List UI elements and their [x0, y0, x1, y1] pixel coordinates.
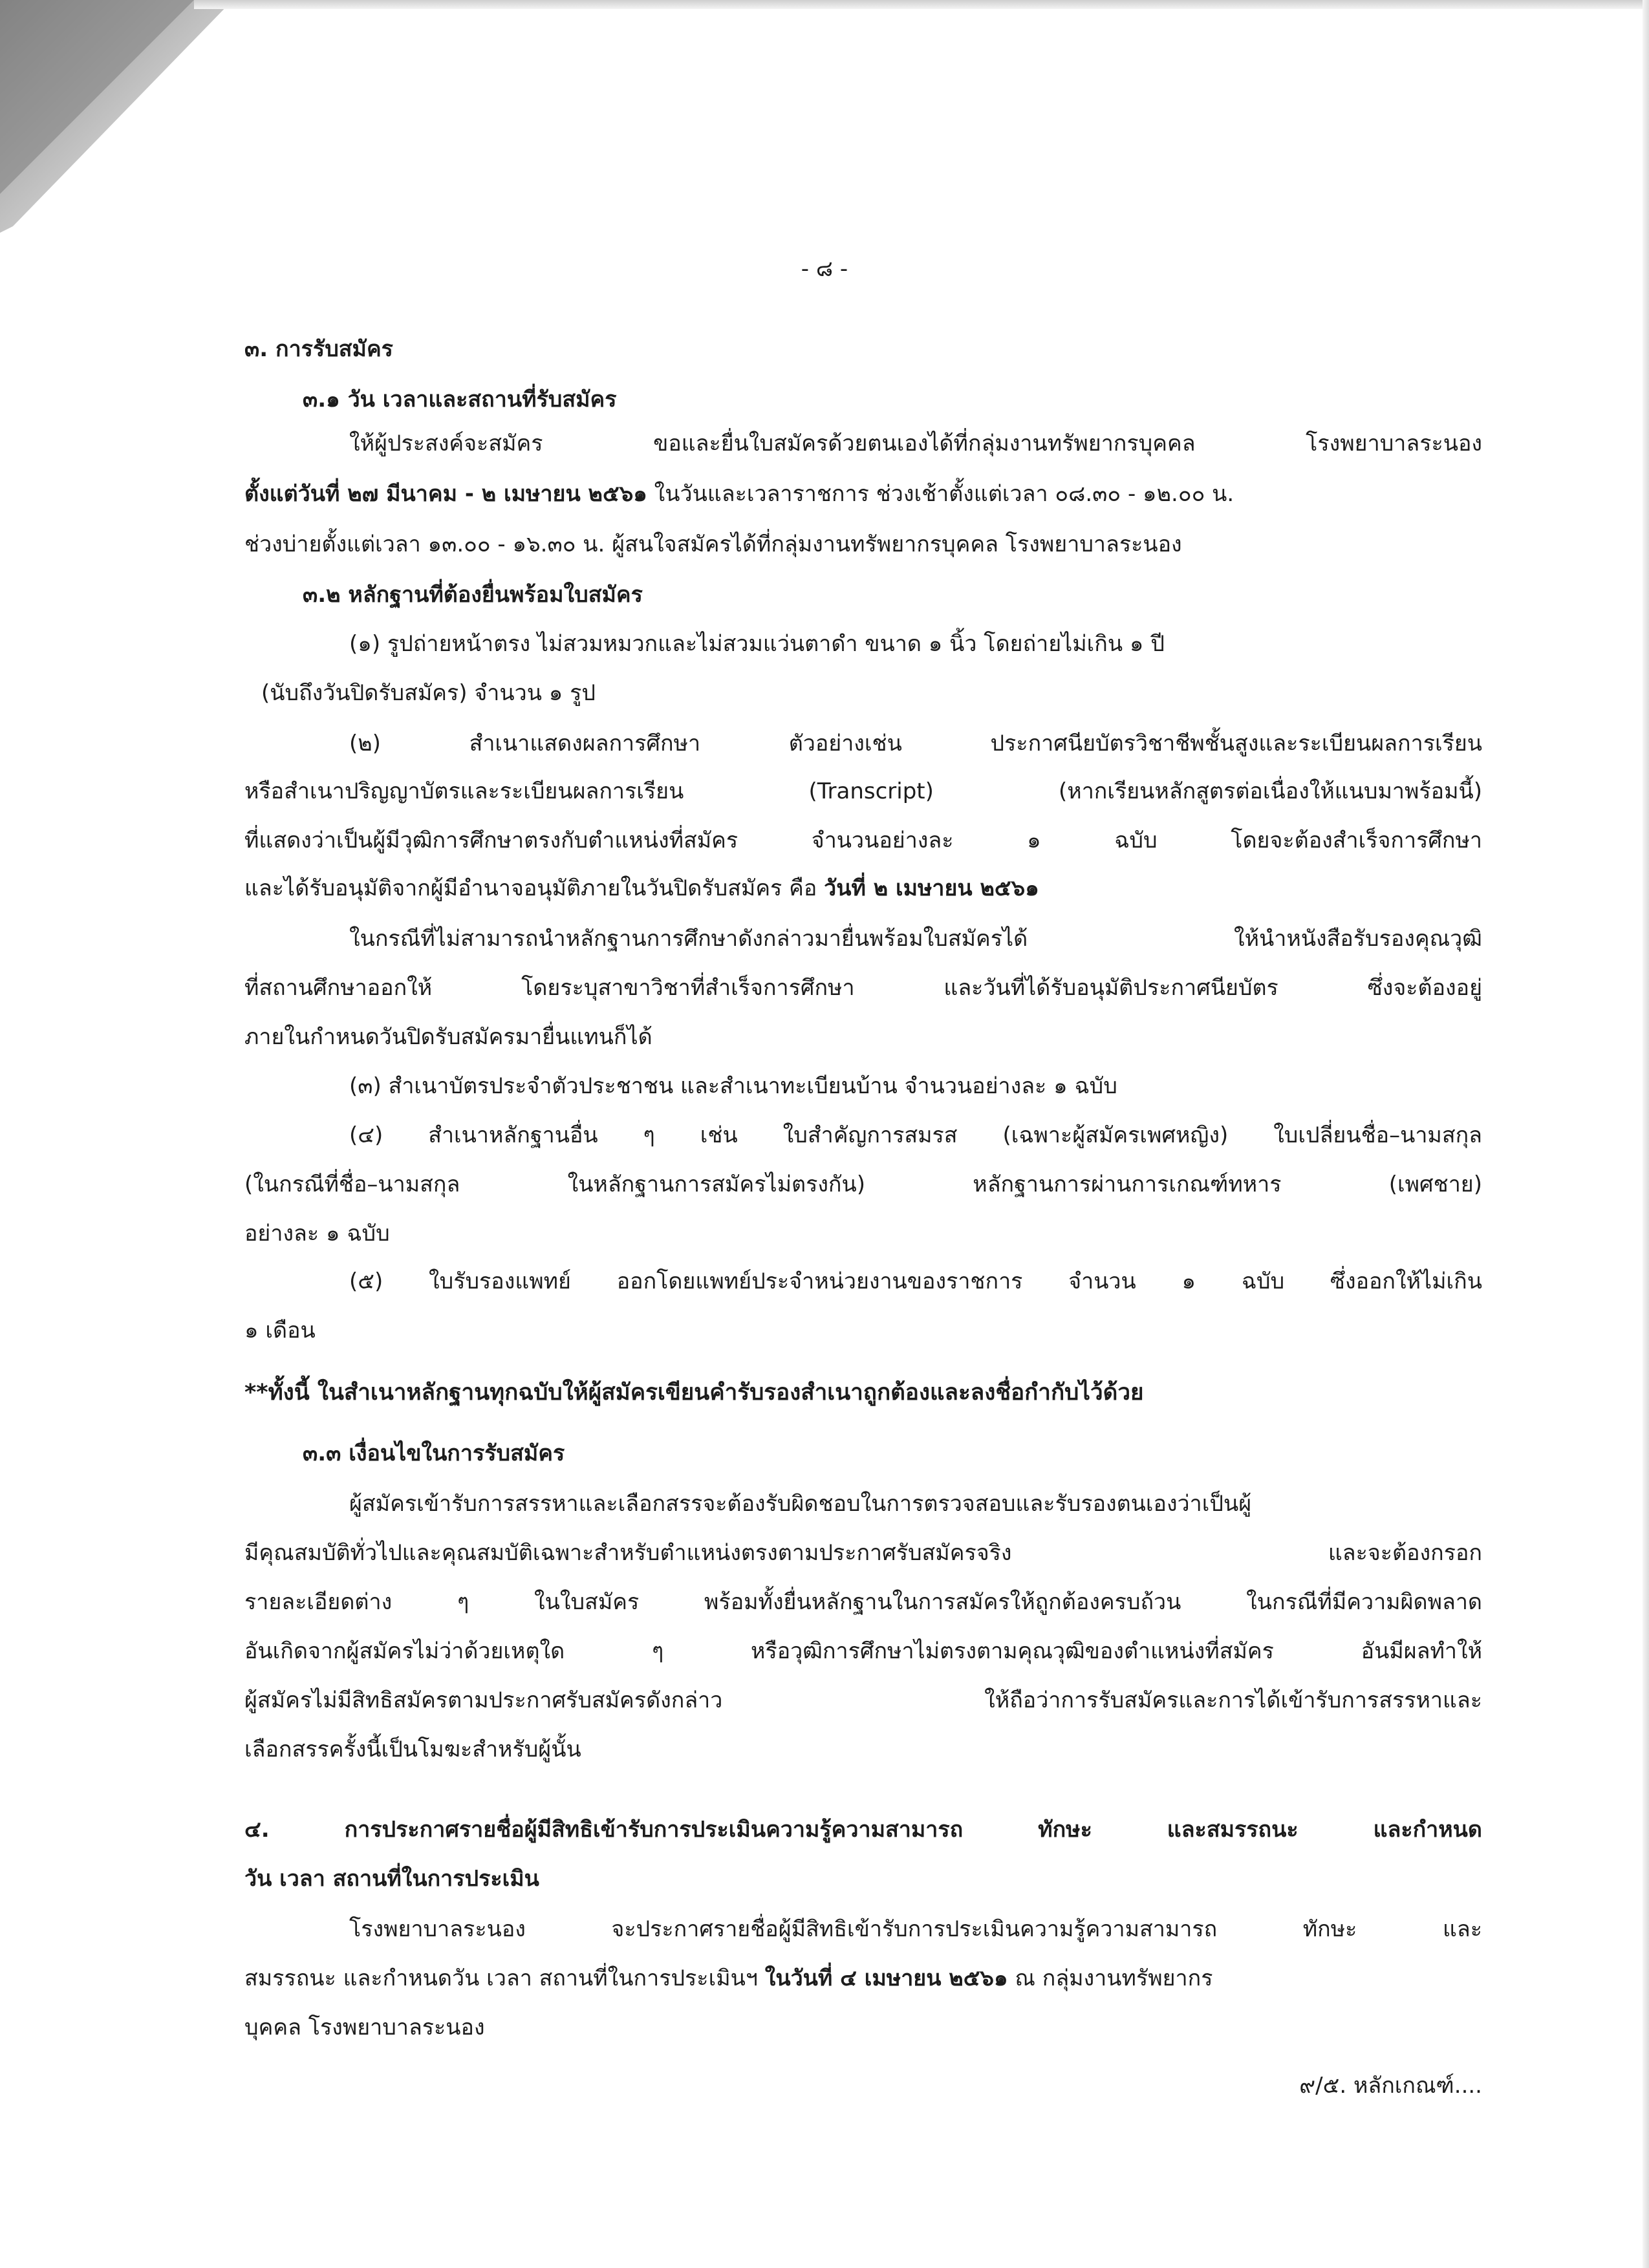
scan-top-edge	[194, 0, 1649, 9]
announcement-line-2	[244, 1963, 1212, 1994]
announcement-date: ในวันที่ ๔ เมษายน ๒๕๖๑	[764, 1965, 1008, 1991]
application-period: ตั้งแต่วันที่ ๒๗ มีนาคม - ๒ เมษายน ๒๕๖๑	[244, 481, 647, 507]
conditions-line-1: ผู้สมัครเข้ารับการสรรหาและเลือกสรรจะต้องรับผิดชอบในการตรวจสอบและรับรองตนเองว่าเป็นผู้	[349, 1491, 1252, 1517]
item-1-line-1: (๑) รูปถ่ายหน้าตรง ไม่สวมหมวกและไม่สวมแว่นตาดำ ขนาด ๑ นิ้ว โดยถ่ายไม่เกิน ๑ ปี	[349, 631, 1165, 657]
section-3-1-line-1: ให้ผู้ประสงค์จะสมัคร ขอและยื่นใบสมัครด้วยตนเองได้ที่กลุ่มงานทรัพยากรบุคคล โรงพยาบาลระนอง	[349, 431, 1482, 456]
folded-corner-shadow	[0, 0, 246, 246]
section-3-3-heading: ๓.๓ เงื่อนไขในการรับสมัคร	[303, 1440, 565, 1466]
conditions-line-6: เลือกสรรครั้งนี้เป็นโมฆะสำหรับผู้นั้น	[244, 1737, 581, 1762]
alt-evidence-line-1: ในกรณีที่ไม่สามารถนำหลักฐานการศึกษาดังกล่าวมายื่นพร้อมใบสมัครได้ ให้นำหนังสือรับรองคุณวุฒิ	[349, 926, 1482, 952]
item-5-line-1: (๕) ใบรับรองแพทย์ ออกโดยแพทย์ประจำหน่วยงานของราชการ จำนวน ๑ ฉบับ ซึ่งออกให้ไม่เกิน	[349, 1268, 1482, 1294]
alt-evidence-line-3: ภายในกำหนดวันปิดรับสมัครมายื่นแทนก็ได้	[244, 1024, 652, 1050]
closing-date: วันที่ ๒ เมษายน ๒๕๖๑	[824, 875, 1039, 901]
item-2-line-1: (๒) สำเนาแสดงผลการศึกษา ตัวอย่างเช่น ประกาศนียบัตรวิชาชีพชั้นสูงและระเบียนผลการเรียน	[349, 731, 1482, 756]
conditions-line-5: ผู้สมัครไม่มีสิทธิสมัครตามประกาศรับสมัครดังกล่าว ให้ถือว่าการรับสมัครและการได้เข้ารับการสรรหาและ	[244, 1687, 1482, 1713]
conditions-line-2: มีคุณสมบัติทั่วไปและคุณสมบัติเฉพาะสำหรับตำแหน่งตรงตามประกาศรับสมัครจริง และจะต้องกรอก	[244, 1540, 1482, 1566]
item-2-line-2: หรือสำเนาปริญญาบัตรและระเบียนผลการเรียน (Transcript) (หากเรียนหลักสูตรต่อเนื่องให้แนบมาพร้อมนี้)	[244, 778, 1482, 804]
item-3: (๓) สำเนาบัตรประจำตัวประชาชน และสำเนาทะเบียนบ้าน จำนวนอย่างละ ๑ ฉบับ	[349, 1073, 1117, 1099]
section-4-heading-line-1: ๔. การประกาศรายชื่อผู้มีสิทธิเข้ารับการประเมินความรู้ความสามารถ ทักษะ และสมรรถนะ และกำหนด	[244, 1817, 1482, 1843]
scan-right-edge	[1643, 0, 1649, 2268]
section-4-heading-line-2: วัน เวลา สถานที่ในการประเมิน	[244, 1866, 539, 1892]
item-1-line-2: (นับถึงวันปิดรับสมัคร) จำนวน ๑ รูป	[261, 680, 596, 706]
announcement-line-2-end: ณ กลุ่มงานทรัพยากร	[1008, 1965, 1213, 1991]
item-2-line-4	[244, 873, 1039, 904]
alt-evidence-line-2: ที่สถานศึกษาออกให้ โดยระบุสาขาวิชาที่สำเร็จการศึกษา และวันที่ได้รับอนุมัติประกาศนียบัตร ซึ่งจะต้องอยู่	[244, 975, 1482, 1001]
announcement-line-3: บุคคล โรงพยาบาลระนอง	[244, 2015, 485, 2040]
section-3-1-line-3: ช่วงบ่ายตั้งแต่เวลา ๑๓.๐๐ - ๑๖.๓๐ น. ผู้สนใจสมัครได้ที่กลุ่มงานทรัพยากรบุคคล โรงพยาบาลระนอง	[244, 531, 1182, 557]
item-4-line-2: (ในกรณีที่ชื่อ–นามสกุล ในหลักฐานการสมัครไม่ตรงกัน) หลักฐานการผ่านการเกณฑ์ทหาร (เพศชาย)	[244, 1171, 1482, 1197]
item-4-line-3: อย่างละ ๑ ฉบับ	[244, 1221, 390, 1246]
announcement-line-1: โรงพยาบาลระนอง จะประกาศรายชื่อผู้มีสิทธิเข้ารับการประเมินความรู้ความสามารถ ทักษะ และ	[349, 1916, 1482, 1942]
certification-note: **ทั้งนี้ ในสำเนาหลักฐานทุกฉบับให้ผู้สมัครเขียนคำรับรองสำเนาถูกต้องและลงชื่อกำกับไว้ด้วย	[244, 1380, 1144, 1406]
item-2-line-4-text: และได้รับอนุมัติจากผู้มีอำนาจอนุมัติภายในวันปิดรับสมัคร คือ	[244, 875, 824, 901]
item-5-line-2: ๑ เดือน	[244, 1318, 316, 1343]
conditions-line-3: รายละเอียดต่าง ๆ ในใบสมัคร พร้อมทั้งยื่นหลักฐานในการสมัครให้ถูกต้องครบถ้วน ในกรณีที่มีความผิดพลาด	[244, 1589, 1482, 1615]
announcement-line-2-text: สมรรถนะ และกำหนดวัน เวลา สถานที่ในการประเมินฯ	[244, 1965, 765, 1991]
item-4-line-1: (๔) สำเนาหลักฐานอื่น ๆ เช่น ใบสำคัญการสมรส (เฉพาะผู้สมัครเพศหญิง) ใบเปลี่ยนชื่อ–นามสกุล	[349, 1122, 1482, 1148]
section-3-1-line-2	[244, 478, 1234, 509]
next-page-reference: ๙/๕. หลักเกณฑ์....	[1299, 2073, 1482, 2099]
office-hours-morning: ในวันและเวลาราชการ ช่วงเช้าตั้งแต่เวลา ๐๘.๓๐ - ๑๒.๐๐ น.	[647, 481, 1234, 507]
page-number: - ๘ -	[801, 256, 848, 282]
item-2-line-3: ที่แสดงว่าเป็นผู้มีวุฒิการศึกษาตรงกับตำแหน่งที่สมัคร จำนวนอย่างละ ๑ ฉบับ โดยจะต้องสำเร็จการศึกษา	[244, 828, 1482, 853]
conditions-line-4: อันเกิดจากผู้สมัครไม่ว่าด้วยเหตุใด ๆ หรือวุฒิการศึกษาไม่ตรงตามคุณวุฒิของตำแหน่งที่สมัคร อันมีผลทำให้	[244, 1638, 1482, 1664]
section-3-2-heading: ๓.๒ หลักฐานที่ต้องยื่นพร้อมใบสมัคร	[303, 582, 643, 608]
section-3-1-heading: ๓.๑ วัน เวลาและสถานที่รับสมัคร	[303, 387, 617, 412]
section-3-heading: ๓. การรับสมัคร	[244, 336, 393, 362]
